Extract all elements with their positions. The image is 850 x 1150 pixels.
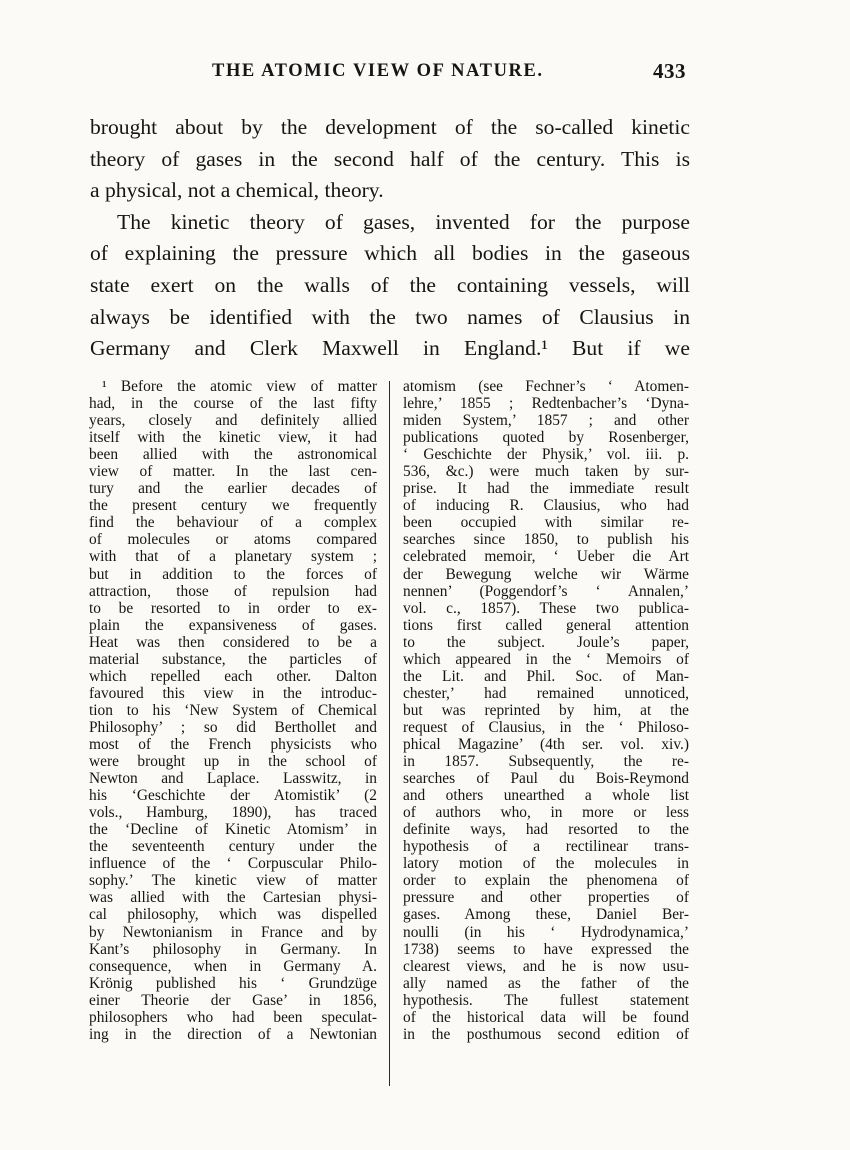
footnote-line: with that of a planetary system ; [89,548,377,566]
body-line: theory of gases in the second half of the century. This is [90,146,690,171]
footnote-line: to the subject. Joule’s paper, [403,633,689,651]
footnote-line: in the posthumous second edition of [403,1025,689,1043]
footnote-line: tury and the earlier decades of [89,480,377,498]
body-line: always be identified with the two names of Clausius in [90,304,690,329]
footnote-line: of molecules or atoms compared [89,531,377,549]
body-line: of explaining the pressure which all bodies in the gaseous [90,241,690,266]
footnote-line: hypothesis. The fullest statement [403,991,689,1009]
footnote-line: searches since 1850, to publish his [403,531,689,549]
footnote-line: vol. c., 1857). These two publica- [403,599,689,617]
footnote-line: nennen’ (Poggendorf’s ‘ Annalen,’ [403,582,689,600]
footnote-line: miden System,’ 1857 ; and other [403,412,689,430]
body-line: brought about by the development of the so-called kinetic [90,115,690,139]
footnote-line: was allied with the Cartesian physi- [89,889,377,907]
footnote-line: searches of Paul du Bois-Reymond [403,770,689,788]
footnote-line: plain the expansiveness of gases. [89,616,377,634]
footnote-line: to be resorted to in order to ex- [89,599,377,617]
footnote-line: request of Clausius, in the ‘ Philoso- [403,718,689,736]
footnote-line: ing in the direction of a Newtonian [89,1025,377,1043]
footnote-line: favoured this view in the introduc- [89,684,377,702]
footnote-line: Philosophy’ ; so did Berthollet and [89,718,377,736]
footnote-line: clearest views, and he is now usu- [403,957,689,975]
footnote-line: influence of the ‘ Corpuscular Philo- [89,855,377,873]
body-line: a physical, not a chemical, theory. [90,178,384,203]
footnote-line: tion to his ‘New System of Chemical [89,701,377,719]
footnote-line: hypothesis of a rectilinear trans- [403,838,689,856]
footnote-line: of authors who, in more or less [403,804,689,822]
footnote-line: noulli (in his ‘ Hydrodynamica,’ [403,923,689,941]
footnote-line: but was reprinted by him, at the [403,701,689,719]
footnote-line: itself with the kinetic view, it had [89,429,377,447]
footnote-line: einer Theorie der Gase’ in 1856, [89,991,377,1009]
body-line: Germany and Clerk Maxwell in England.¹ But if we [90,336,690,361]
footnote-line: 1738) seems to have expressed the [403,940,689,958]
footnote-line: der Bewegung welche wir Wärme [403,565,689,583]
footnote-line: attraction, those of repulsion had [89,582,377,600]
footnote-line: been allied with the astronomical [89,446,377,464]
footnote-line: philosophers who had been speculat- [89,1008,377,1026]
column-divider [389,381,390,1086]
footnote-line: of inducing R. Clausius, who had [403,497,689,515]
footnote-line: prise. It had the immediate result [403,480,689,498]
footnote-line: by Newtonianism in France and by [89,923,377,941]
footnote-line: in 1857. Subsequently, the re- [403,753,689,771]
footnote-column-left [89,378,377,1043]
body-line: The kinetic theory of gases, invented for the purpose [117,209,690,234]
footnote-line: phical Magazine’ (4th ser. vol. xiv.) [403,735,689,753]
footnote-line: consequence, when in Germany A. [89,957,377,975]
footnote-line: but in addition to the forces of [89,565,377,583]
footnote-line: 536, &c.) were much taken by sur- [403,463,689,481]
footnote-line: order to explain the phenomena of [403,872,689,890]
footnote-line: and others unearthed a whole list [403,787,689,805]
footnote-line: pressure and other properties of [403,889,689,907]
footnote-line: celebrated memoir, ‘ Ueber die Art [403,548,689,566]
footnote-line: gases. Among these, Daniel Ber- [403,906,689,924]
footnote-line: the seventeenth century under the [89,838,377,856]
footnote-line: Heat was then considered to be a [89,633,377,651]
footnote-line: Newton and Laplace. Lasswitz, in [89,770,377,788]
footnote-line: the Lit. and Phil. Soc. of Man- [403,667,689,685]
body-line: state exert on the walls of the containing vessels, will [90,272,690,297]
footnote-line: view of matter. In the last cen- [89,463,377,481]
footnote-line: find the behaviour of a complex [89,514,377,532]
footnote-line: atomism (see Fechner’s ‘ Atomen- [403,378,689,395]
main-text [90,112,690,365]
page-header [90,61,688,91]
footnote-line: the present century we frequently [89,497,377,515]
footnote-line: lehre,’ 1855 ; Redtenbacher’s ‘Dyna- [403,395,689,413]
footnote-column-right [403,378,689,1043]
page-number: 433 [653,59,686,83]
footnote-line: publications quoted by Rosenberger, [403,429,689,447]
footnote-line: were brought up in the school of [89,753,377,771]
footnote-line: Krönig published his ‘ Grundzüge [89,974,377,992]
footnote-line: most of the French physicists who [89,735,377,753]
footnote-line: years, closely and definitely allied [89,412,377,430]
running-title: THE ATOMIC VIEW OF NATURE. [212,61,544,81]
footnote-line: latory motion of the molecules in [403,855,689,873]
footnote-line: his ‘Geschichte der Atomistik’ (2 [89,787,377,805]
footnote-line: cal philosophy, which was dispelled [89,906,377,924]
footnote-line: chester,’ had remained unnoticed, [403,684,689,702]
footnote-line: ‘ Geschichte der Physik,’ vol. iii. p. [403,446,689,464]
footnote-line: been occupied with similar re- [403,514,689,532]
footnote-line: which appeared in the ‘ Memoirs of [403,650,689,668]
footnote-line: ¹ Before the atomic view of matter [102,378,377,395]
footnote-line: had, in the course of the last fifty [89,395,377,413]
footnote-line: ally named as the father of the [403,974,689,992]
footnote-line: Kant’s philosophy in Germany. In [89,940,377,958]
footnote-line: definite ways, had resorted to the [403,821,689,839]
footnote-line: vols., Hamburg, 1890), has traced [89,804,377,822]
footnote-line: tions first called general attention [403,616,689,634]
footnote-line: of the historical data will be found [403,1008,689,1026]
footnote-line: which repelled each other. Dalton [89,667,377,685]
footnote-line: material substance, the particles of [89,650,377,668]
footnote-line: the ‘Decline of Kinetic Atomism’ in [89,821,377,839]
footnote-line: sophy.’ The kinetic view of matter [89,872,377,890]
